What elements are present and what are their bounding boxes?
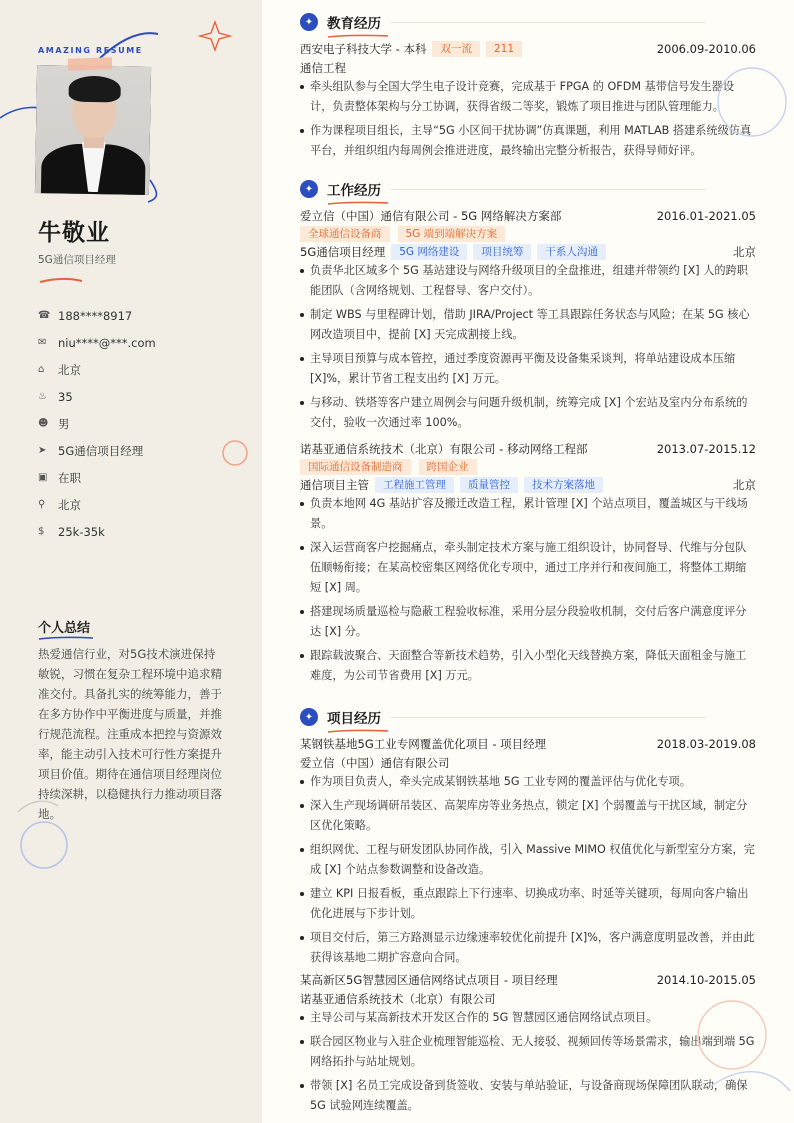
section-star-icon: ✦ xyxy=(300,180,318,198)
gender-icon: ☻ xyxy=(38,418,49,429)
job-role: 通信项目主管 xyxy=(300,477,369,492)
info-age: ♨ 35 xyxy=(38,389,73,404)
candidate-title: 5G通信项目经理 xyxy=(38,254,116,266)
info-salary: $ 25k-35k xyxy=(38,524,105,539)
section-title: 工作经历 xyxy=(327,179,381,199)
list-item: 组织网优、工程与研发团队协同作战，引入 Massive MIMO 权值优化与新型室分方案，完成 [X] 个站点参数调整和设备改造。 xyxy=(300,840,756,880)
location-icon: ⚲ xyxy=(38,499,46,510)
school-tag: 211 xyxy=(486,41,522,57)
list-item: 深入生产现场调研吊装区、高架库房等业务热点，锁定 [X] 个弱覆盖与干扰区域，制定分区优化策略。 xyxy=(300,796,756,836)
job-date: 2013.07-2015.12 xyxy=(656,441,756,456)
project-block xyxy=(300,734,756,972)
company-name: 诺基亚通信系统技术（北京）有限公司 - 移动网络工程部 xyxy=(300,441,588,456)
list-item: 作为项目负责人，牵头完成某钢铁基地 5G 工业专网的覆盖评估与优化专项。 xyxy=(300,772,756,792)
briefcase-icon: ▣ xyxy=(38,472,48,483)
job-role: 5G通信项目经理 xyxy=(300,244,386,259)
company-name: 爱立信（中国）通信有限公司 - 5G 网络解决方案部 xyxy=(300,208,562,223)
info-position: ➤ 5G通信项目经理 xyxy=(38,443,144,458)
contact-info xyxy=(38,302,156,545)
job-block xyxy=(300,439,756,690)
role-tag: 项目统筹 xyxy=(473,244,531,260)
mail-icon: ✉ xyxy=(38,337,47,348)
company-tag: 全球通信设备商 xyxy=(300,226,390,242)
summary-title: 个人总结 xyxy=(38,621,91,636)
education-date: 2006.09-2010.06 xyxy=(656,41,756,56)
section-divider xyxy=(391,22,706,23)
list-item: 项目交付后，第三方路测显示边缘速率较优化前提升 [X]%，客户满意度明显改善，并由此获得该基地二期扩容意向合同。 xyxy=(300,928,756,968)
list-item: 与移动、铁塔等客户建立周例会与问题升级机制，统筹完成 [X] 个宏站及室内分布系统的交付，验收一次通过率 100%。 xyxy=(300,393,756,433)
section-projects-header xyxy=(300,707,756,727)
project-date: 2018.03-2019.08 xyxy=(656,736,756,751)
project-date: 2014.10-2015.05 xyxy=(656,972,756,987)
section-title: 项目经历 xyxy=(327,707,381,727)
candidate-name: 牛敬业 xyxy=(38,219,110,246)
summary-text: 热爱通信行业，对5G技术演进保持敏锐，习惯在复杂工程环境中追求精准交付。具备扎实的统筹能力，善于在多方协作中平衡进度与质量，并推行规范流程。注重成本把控与资源效率，能主动引入技术可行性方案提升项目价值。期待在通信项目经理岗位持续深耕，以稳健执行力推动项目落地。 xyxy=(38,647,222,821)
company-tag: 国际通信设备制造商 xyxy=(300,459,411,475)
decorative-circle-icon xyxy=(690,60,794,170)
job-block xyxy=(300,206,756,437)
school-tag: 双一流 xyxy=(432,41,480,57)
brand-tag: AMAZING RESUME xyxy=(38,46,143,55)
home-icon: ⌂ xyxy=(38,364,45,375)
info-gender: ☻ 男 xyxy=(38,416,70,431)
info-email: ✉ niu****@***.com xyxy=(38,335,156,350)
section-divider xyxy=(391,717,706,718)
list-item: 负责本地网 4G 基站扩容及搬迁改造工程，累计管理 [X] 个站点项目，覆盖城区与干线场景。 xyxy=(300,494,756,534)
list-item: 建立 KPI 日报看板，重点跟踪上下行速率、切换成功率、时延等关键项，每周向客户输出优化进展与下步计划。 xyxy=(300,884,756,924)
info-city: ⌂ 北京 xyxy=(38,362,81,377)
role-tag: 干系人沟通 xyxy=(537,244,606,260)
job-date: 2016.01-2021.05 xyxy=(656,208,756,223)
section-title: 教育经历 xyxy=(327,12,381,32)
list-item: 作为课程项目组长，主导“5G 小区间干扰协调”仿真课题，利用 MATLAB 搭建系统级仿真平台，并组织组内每周例会推进进度，最终输出完整分析报告，获得导师好评。 xyxy=(300,121,756,161)
list-item: 主导项目预算与成本管控，通过季度资源再平衡及设备集采谈判，将单站建设成本压缩 [X]%，累计节省工程支出约 [X] 万元。 xyxy=(300,349,756,389)
major: 通信工程 xyxy=(300,60,346,75)
job-location: 北京 xyxy=(733,477,756,492)
summary-underline xyxy=(38,636,94,640)
project-name: 某高新区5G智慧园区通信网络试点项目 - 项目经理 xyxy=(300,972,558,987)
photo-tape xyxy=(68,57,112,71)
list-item: 跟踪载波聚合、天面整合等新技术趋势，引入小型化天线替换方案，降低天面租金与施工难度，为公司节省费用 [X] 万元。 xyxy=(300,646,756,686)
school-name: 西安电子科技大学 - 本科 xyxy=(300,41,427,56)
project-org: 爱立信（中国）通信有限公司 xyxy=(300,755,450,770)
info-phone: ☎ 188****8917 xyxy=(38,308,133,323)
education-block xyxy=(300,39,756,165)
role-tag: 工程施工管理 xyxy=(375,477,454,493)
company-tag: 跨国企业 xyxy=(419,459,477,475)
list-item: 主导公司与某高新技术开发区合作的 5G 智慧园区通信网络试点项目。 xyxy=(300,1008,756,1028)
role-tag: 5G 网络建设 xyxy=(391,244,467,260)
project-org: 诺基亚通信系统技术（北京）有限公司 xyxy=(300,991,496,1006)
cake-icon: ♨ xyxy=(38,391,47,402)
project-name: 某钢铁基地5G工业专网覆盖优化项目 - 项目经理 xyxy=(300,736,547,751)
info-location: ⚲ 北京 xyxy=(38,497,81,512)
info-status: ▣ 在职 xyxy=(38,470,81,485)
list-item: 联合园区物业与入驻企业梳理智能巡检、无人接驳、视频回传等场景需求，输出端到端 5G 网络拓扑与站址规划。 xyxy=(300,1032,756,1072)
section-star-icon: ✦ xyxy=(300,708,318,726)
section-star-icon: ✦ xyxy=(300,13,318,31)
salary-icon: $ xyxy=(38,526,45,537)
list-item: 制定 WBS 与里程碑计划，借助 JIRA/Project 等工具跟踪任务状态与风险；在某 5G 核心网改造项目中，提前 [X] 天完成割接上线。 xyxy=(300,305,756,345)
list-item: 深入运营商客户挖掘痛点，牵头制定技术方案与施工组织设计，协同督导、代维与分包队伍顺畅衔接；在某高校密集区网络优化专项中，通过工序并行和夜间施工，将整体工期缩短 [X] 周。 xyxy=(300,538,756,598)
list-item: 负责华北区域多个 5G 基站建设与网络升级项目的全盘推进，组建并带领约 [X] 人的跨职能团队（含网络规划、工程督导、客户交付）。 xyxy=(300,261,756,301)
avatar xyxy=(35,65,151,195)
phone-icon: ☎ xyxy=(38,310,51,321)
list-item: 牵头组队参与全国大学生电子设计竞赛，完成基于 FPGA 的 OFDM 基带信号发生器设计，负责整体架构与分工协调，获得省级二等奖，锻炼了项目推进与团队管理能力。 xyxy=(300,77,756,117)
send-icon: ➤ xyxy=(38,445,47,456)
decorative-circle-icon xyxy=(690,995,794,1123)
sidebar xyxy=(0,0,262,1123)
role-tag: 质量管控 xyxy=(460,477,518,493)
list-item: 带领 [X] 名员工完成设备到货签收、安装与单站验证，与设备商现场保障团队联动，确保 5G 试验网连续覆盖。 xyxy=(300,1076,756,1116)
section-divider xyxy=(391,189,706,190)
job-location: 北京 xyxy=(733,244,756,259)
role-tag: 技术方案落地 xyxy=(524,477,603,493)
project-block xyxy=(300,970,756,1120)
list-item: 搭建现场质量巡检与隐蔽工程验收标准，采用分层分段验收机制，交付后客户满意度评分达 [X] 分。 xyxy=(300,602,756,642)
section-education-header xyxy=(300,12,756,32)
company-tag: 5G 端到端解决方案 xyxy=(398,226,506,242)
section-work-header xyxy=(300,179,756,199)
